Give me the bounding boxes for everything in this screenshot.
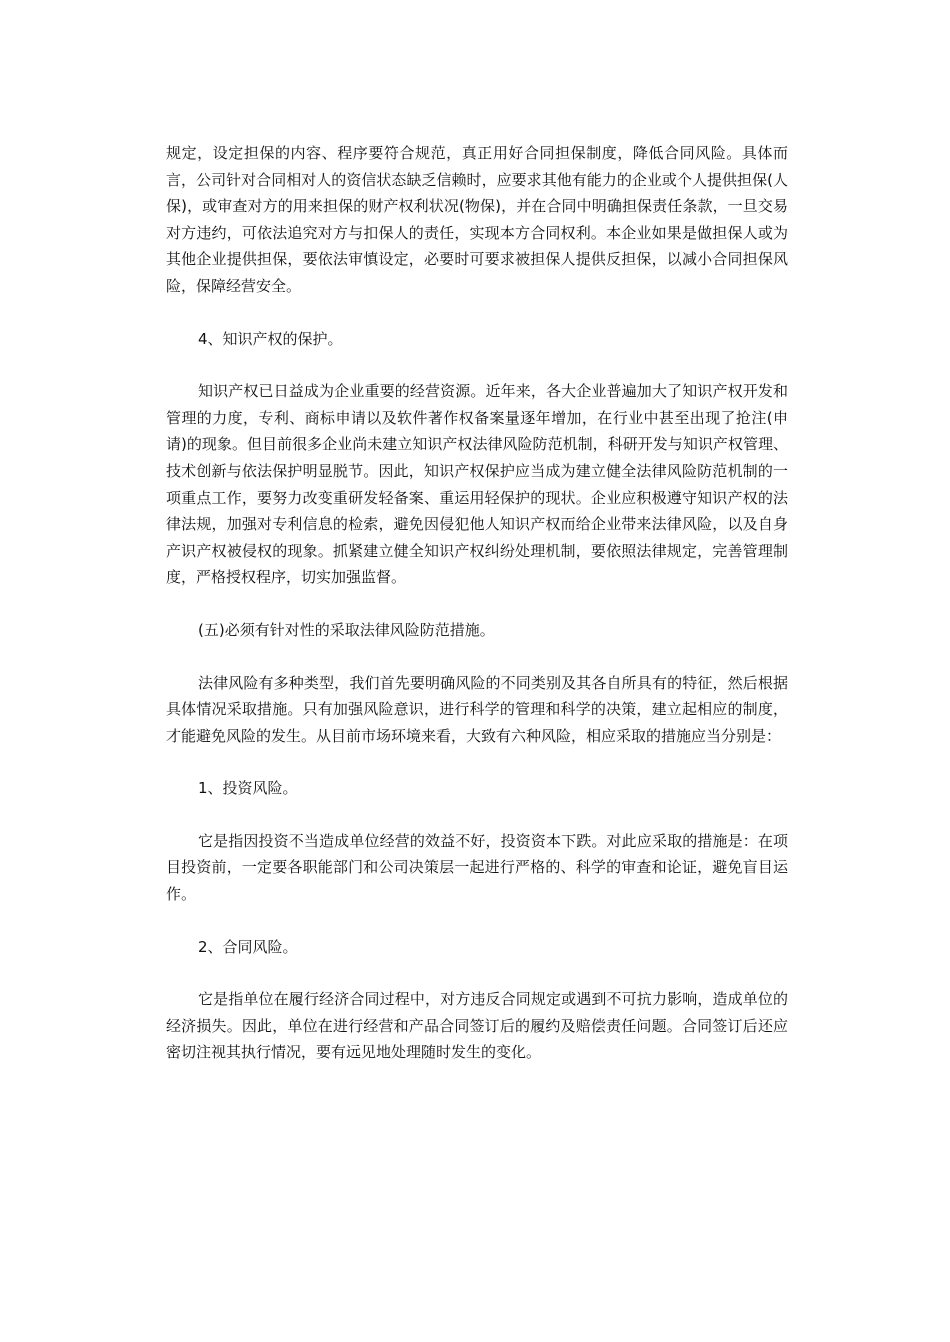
heading-ip-protection: 4、知识产权的保护。 [198,329,343,348]
paragraph-ip-protection: 知识产权已日益成为企业重要的经营资源。近年来，各大企业普遍加大了知识产权开发和管理的力度，专利、商标申请以及软件著作权备案量逐年增加，在行业中甚至出现了抢注(申请)的现象。但目前很多企业尚未建立知识产权法律风险防范机制，科研开发与知识产权管理、技术创新与依法保护明显脱节。因此，知识产权保护应当成为建立健全法律风险防范机制的一项重点工作，要努力改变重研发轻备案、重运用轻保护的现状。企业应积极遵守知识产权的法律法规，加强对专利信息的检索，避免因侵犯他人知识产权而给企业带来法律风险，以及自身产识产权被侵权的现象。抓紧建立健全知识产权纠纷处理机制，要依照法律规定，完善管理制度，严格授权程序，切实加强监督。 [166,382,788,587]
heading-targeted-measures: (五)必须有针对性的采取法律风险防范措施。 [198,620,495,639]
document-body [166,140,788,1066]
paragraph-investment-risk: 它是指因投资不当造成单位经营的效益不好，投资资本下跌。对此应采取的措施是：在项目投资前，一定要各职能部门和公司决策层一起进行严格的、科学的审查和论证，避免盲目运作。 [166,831,788,904]
paragraph-contract-risk: 它是指单位在履行经济合同过程中，对方违反合同规定或遇到不可抗力影响，造成单位的经济损失。因此，单位在进行经营和产品合同签订后的履约及赔偿责任问题。合同签订后还应密切注视其执行情况，要有远见地处理随时发生的变化。 [166,990,788,1062]
paragraph-risk-types: 法律风险有多种类型，我们首先要明确风险的不同类别及其各自所具有的特征，然后根据具体情况采取措施。只有加强风险意识，进行科学的管理和科学的决策，建立起相应的制度，才能避免风险的发生。从目前市场环境来看，大致有六种风险，相应采取的措施应当分别是： [166,673,788,745]
heading-contract-risk: 2、合同风险。 [198,937,298,956]
heading-investment-risk: 1、投资风险。 [198,779,298,798]
paragraph-guarantee-continuation: 规定，设定担保的内容、程序要符合规范，真正用好合同担保制度，降低合同风险。具体而言，公司针对合同相对人的资信状态缺乏信赖时，应要求其他有能力的企业或个人提供担保(人保)，或审查对方的用来担保的财产权利状况(物保)，并在合同中明确担保责任条款，一旦交易对方违约，可依法追究对方与扣保人的责任，实现本方合同权利。本企业如果是做担保人或为其他企业提供担保，要依法审慎设定，必要时可要求被担保人提供反担保，以减小合同担保风险，保障经营安全。 [166,144,788,295]
